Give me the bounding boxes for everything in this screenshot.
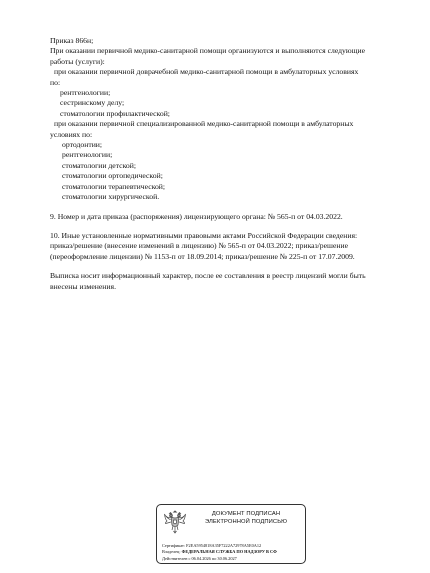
russian-coat-of-arms-icon xyxy=(163,510,187,536)
owner-value: ФЕДЕРАЛЬНАЯ СЛУЖБА ПО НАДЗОРУ В СФ xyxy=(181,549,277,555)
stamp-title xyxy=(191,511,301,526)
service-item: стоматологии хирургической. xyxy=(62,192,160,202)
service-item: рентгенологии; xyxy=(60,88,111,98)
section-10-line-1: 10. Иные установленные нормативными правовыми актами Российской Федерации сведения: xyxy=(50,230,358,240)
service-item: сестринскому делу; xyxy=(60,98,125,108)
certificate-label: Сертификат: xyxy=(162,543,186,548)
prehospital-care-heading-2: по: xyxy=(50,77,61,87)
services-intro-line-1: При оказании первичной медико-санитарной помощи организуются и выполняются следующие xyxy=(50,46,366,56)
disclaimer-line-1: Выписка носит информационный характер, после ее составления в реестр лицензий могли быть xyxy=(50,271,366,281)
service-item: рентгенологии; xyxy=(62,150,113,160)
document-body xyxy=(50,36,390,292)
service-item: стоматологии профилактической; xyxy=(60,108,170,118)
specialized-care-heading-2: условиях по: xyxy=(50,129,93,139)
stamp-title-line-2: ЭЛЕКТРОННОЙ ПОДПИСЬЮ xyxy=(204,518,288,525)
disclaimer-line-2: внесены изменения. xyxy=(50,281,116,291)
service-item: стоматологии детской; xyxy=(62,160,137,170)
section-9-order-info: 9. Номер и дата приказа (распоряжения) лицензирующего органа: № 565-п от 04.03.2022. xyxy=(50,211,343,221)
validity-row: Действителен с 06.04.2026 по 30.06.2027 xyxy=(162,555,237,561)
services-intro-line-2: работы (услуги): xyxy=(50,56,105,66)
specialized-care-heading-1: при оказании первичной специализированной медико-санитарной помощи в амбулаторных xyxy=(54,119,354,129)
prehospital-care-heading-1: при оказании первичной доврачебной медико-санитарной помощи в амбулаторных условиях xyxy=(54,67,359,77)
order-number-line: Приказ 866н; xyxy=(50,36,94,45)
service-item: ортодонтии; xyxy=(62,140,103,150)
section-10-line-3: (переоформление лицензии) № 1153-п от 18.09.2014; приказ/решение № 225-п от 17.07.2009. xyxy=(50,251,355,261)
stamp-title-line-1: ДОКУМЕНТ ПОДПИСАН xyxy=(211,511,281,517)
electronic-signature-stamp xyxy=(156,504,306,564)
section-10-line-2: приказ/решение (внесение изменений в лицензию) № 565-п от 04.03.2022; приказ/решение xyxy=(50,241,348,251)
service-item: стоматологии терапевтической; xyxy=(62,181,166,191)
stamp-details xyxy=(162,543,306,562)
service-item: стоматологии ортопедической; xyxy=(62,171,163,181)
certificate-value: F2EA5954818A35F7222A72978A5E0A12 xyxy=(186,543,262,548)
owner-label: Владелец: xyxy=(162,549,181,555)
